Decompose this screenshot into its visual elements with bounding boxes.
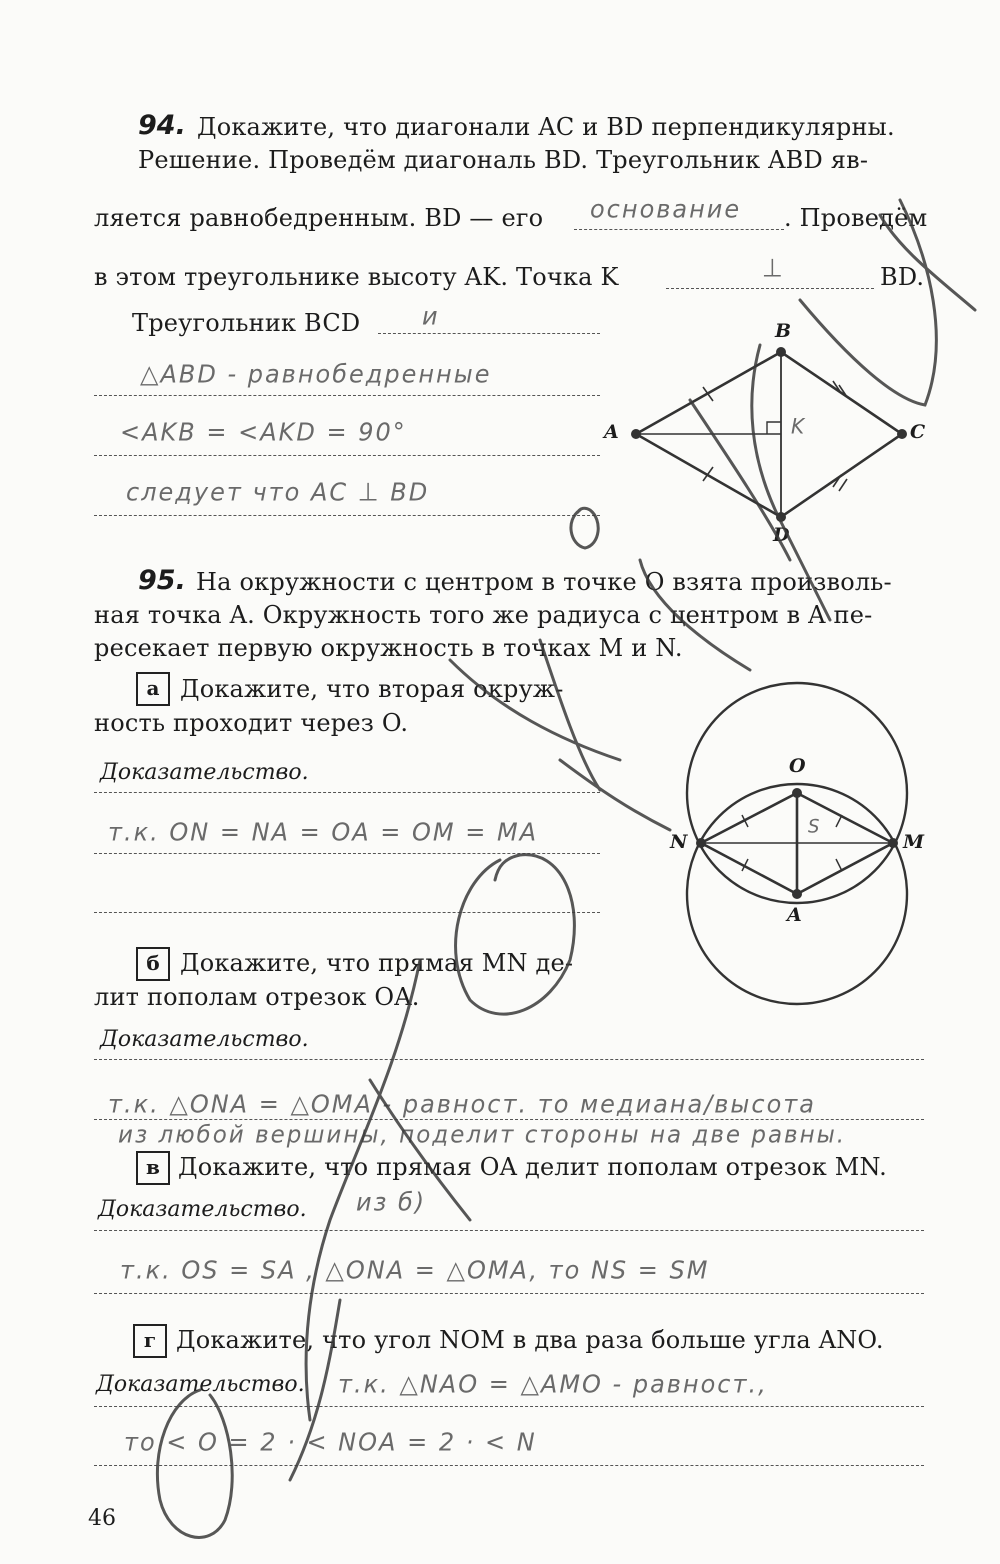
answer-94-line5: △ABD - равнобедренные	[140, 359, 492, 389]
point-label-C: C	[910, 421, 926, 443]
answer-perp: ⊥	[762, 253, 785, 283]
part-b-task-line1: Докажите, что прямая MN де-	[180, 949, 574, 977]
problem-94-solution-line2b: . Проведём	[784, 204, 928, 232]
part-g-proof-heading: Доказательство.	[96, 1372, 305, 1397]
point-label-B: B	[775, 320, 792, 342]
part-v-box: в	[136, 1151, 170, 1185]
answer-94-line6: <AKB = <AKD = 90°	[120, 417, 407, 447]
point-label-D: D	[773, 524, 790, 546]
part-b-proof-heading: Доказательство.	[100, 1027, 309, 1052]
point-label-A2: A	[787, 904, 802, 926]
part-v-task: Докажите, что прямая OA делит пополам отрезок MN.	[178, 1153, 887, 1181]
answer-94-line7: следует что AC ⊥ BD	[126, 477, 430, 507]
answer-v-ref: из б)	[356, 1187, 427, 1217]
answer-a: т.к. ON = NA = OA = OM = MA	[108, 817, 539, 847]
part-a-box: а	[136, 672, 170, 706]
problem-95-number: 95.	[138, 565, 186, 596]
problem-94-solution-line3b: BD.	[880, 263, 925, 291]
answer-v: т.к. OS = SA , △ONA = △OMA, то NS = SM	[120, 1255, 710, 1285]
answer-b-line2: из любой вершины, поделит стороны на две равны.	[118, 1121, 847, 1149]
answer-and: и	[422, 301, 440, 331]
answer-b-line1: т.к. △ONA = △OMA - равност. то медиана/высота	[108, 1089, 816, 1119]
answer-g-line2: то < O = 2 · < NOA = 2 · < N	[124, 1427, 537, 1457]
problem-94-solution-line4: Треугольник BCD	[132, 309, 361, 337]
answer-g-line1: т.к. △NAO = △AMO - равност.,	[338, 1369, 768, 1399]
problem-94-task: Докажите, что диагонали AC и BD перпендикулярны.	[197, 113, 895, 141]
part-v-proof-heading: Доказательство.	[98, 1197, 307, 1222]
answer-base: основание	[590, 194, 742, 224]
problem-95-task-line2: ная точка A. Окружность того же радиуса с центром в A пе-	[94, 601, 873, 629]
part-g-box: г	[133, 1324, 167, 1358]
point-label-K: K	[791, 413, 807, 439]
problem-95-task-line1: На окружности с центром в точке O взята произволь-	[196, 568, 892, 596]
point-label-M: M	[903, 831, 925, 853]
part-a-task-line1: Докажите, что вторая окруж-	[180, 675, 564, 703]
point-label-A: A	[604, 421, 619, 443]
problem-94-solution-line1: Решение. Проведём диагональ BD. Треугольник ABD яв-	[138, 146, 869, 174]
point-label-O: O	[789, 755, 806, 777]
part-a-proof-heading: Доказательство.	[100, 760, 309, 785]
problem-95-task-line3: ресекает первую окружность в точках M и N.	[94, 634, 683, 662]
part-b-box: б	[136, 947, 170, 981]
problem-94-number: 94.	[138, 110, 186, 141]
point-label-S: S	[808, 815, 822, 838]
point-label-N: N	[670, 831, 688, 853]
problem-94-solution-line2a: ляется равнобедренным. BD — его	[94, 204, 544, 232]
problem-94-solution-line3a: в этом треугольнике высоту AK. Точка K	[94, 263, 619, 291]
part-a-task-line2: ность проходит через O.	[94, 709, 409, 737]
part-b-task-line2: лит пополам отрезок OA.	[94, 983, 420, 1011]
page-number: 46	[88, 1506, 116, 1531]
part-g-task: Докажите, что угол NOM в два раза больше угла ANO.	[176, 1326, 884, 1354]
